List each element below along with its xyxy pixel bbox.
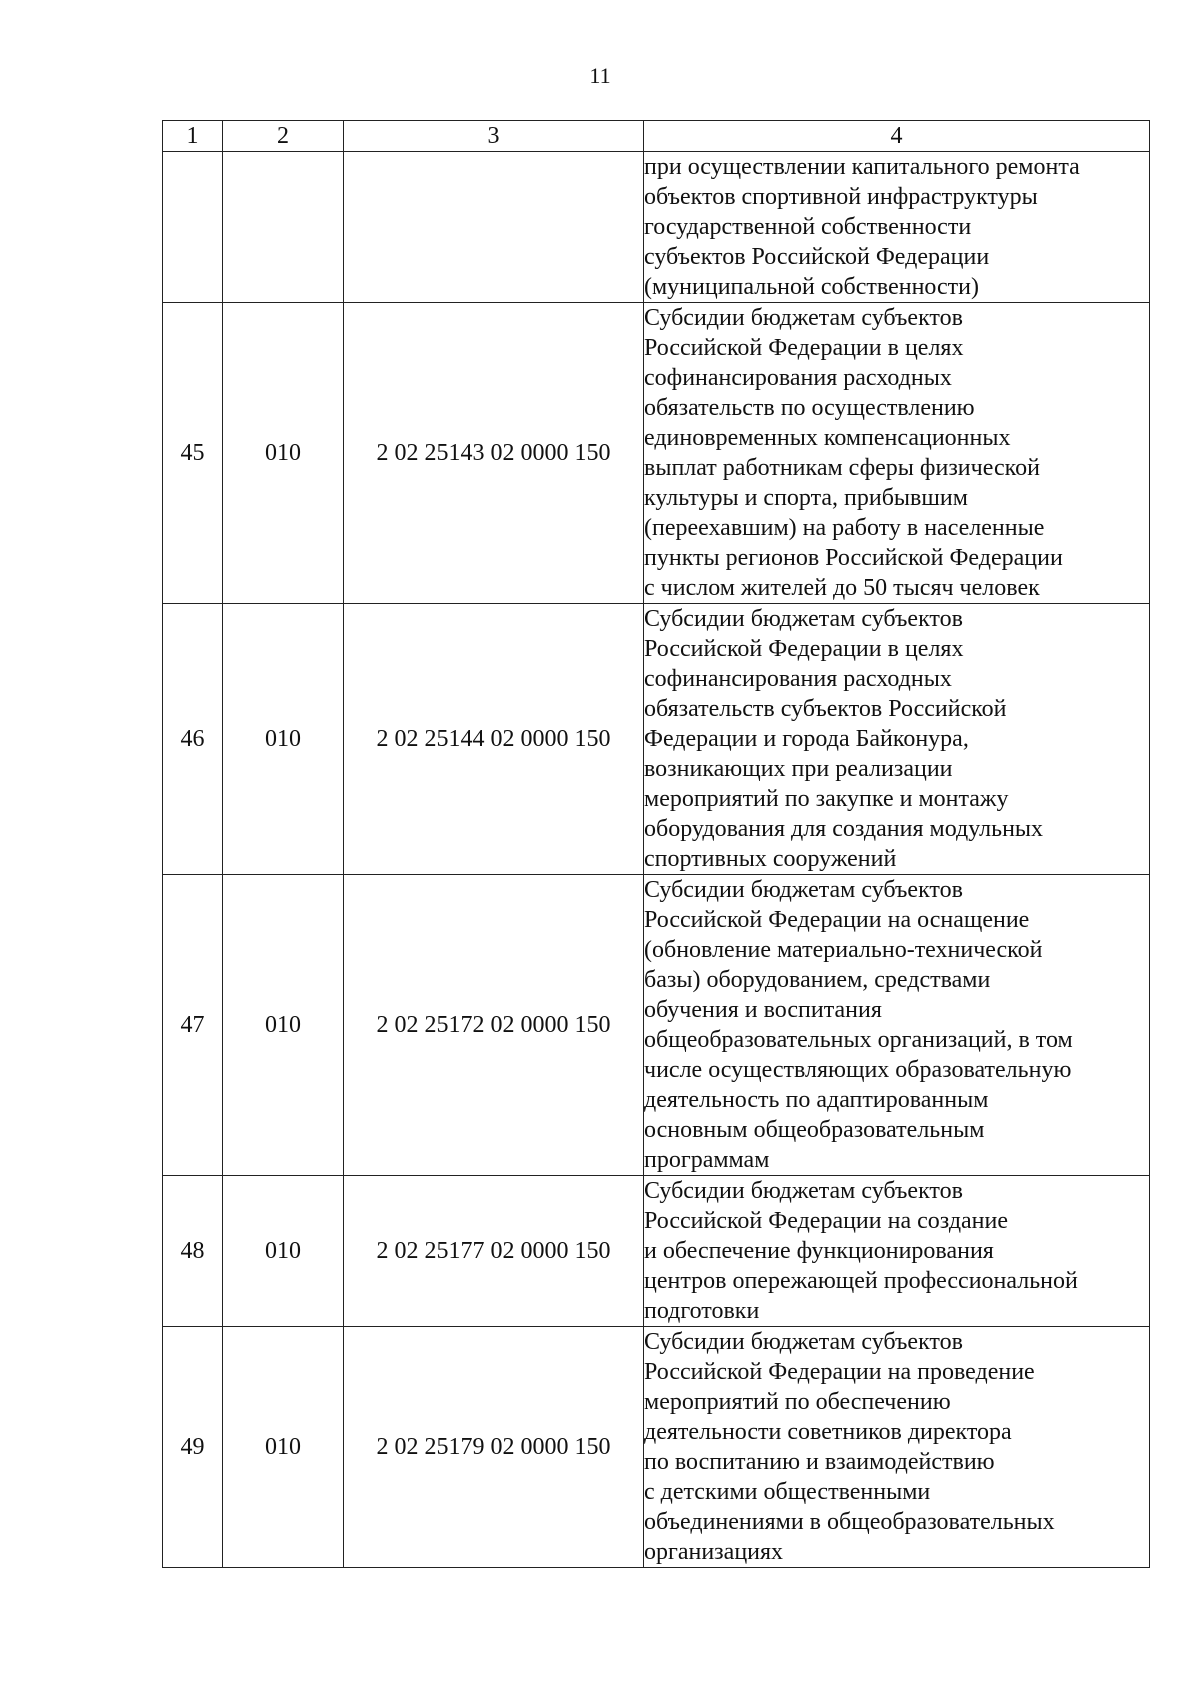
budget-classification-code: 2 02 25179 02 0000 150	[344, 1327, 644, 1568]
admin-code: 010	[223, 1176, 344, 1327]
table-row	[163, 1327, 1150, 1568]
row-number: 47	[163, 875, 223, 1176]
admin-code	[223, 152, 344, 303]
column-header-3: 3	[344, 121, 644, 152]
budget-classification-code	[344, 152, 644, 303]
table-row	[163, 604, 1150, 875]
page-number: 11	[589, 63, 611, 88]
row-number	[163, 152, 223, 303]
admin-code: 010	[223, 303, 344, 604]
revenue-description: Субсидии бюджетам субъектов Российской Федерации на проведение мероприятий по обеспечению деятельности советников директора по воспитанию и взаимодействию с детскими общественными объединениями в общеобразовательных организациях	[644, 1327, 1150, 1568]
budget-classification-code: 2 02 25177 02 0000 150	[344, 1176, 644, 1327]
row-number: 46	[163, 604, 223, 875]
revenue-description: Субсидии бюджетам субъектов Российской Федерации в целях софинансирования расходных обязательств по осуществлению единовременных компенсационных выплат работникам сферы физической культуры и спорта, прибывшим (переехавшим) на работу в населенные пункты регионов Российской Федерации с числом жителей до 50 тысяч человек	[644, 303, 1150, 604]
budget-codes-table	[162, 120, 1150, 1568]
admin-code: 010	[223, 1327, 344, 1568]
budget-classification-code: 2 02 25172 02 0000 150	[344, 875, 644, 1176]
table-row	[163, 152, 1150, 303]
table-header-row	[163, 121, 1150, 152]
column-header-4: 4	[644, 121, 1150, 152]
column-header-1: 1	[163, 121, 223, 152]
table-row	[163, 1176, 1150, 1327]
admin-code: 010	[223, 875, 344, 1176]
row-number: 45	[163, 303, 223, 604]
row-number: 48	[163, 1176, 223, 1327]
budget-classification-code: 2 02 25144 02 0000 150	[344, 604, 644, 875]
admin-code: 010	[223, 604, 344, 875]
row-number: 49	[163, 1327, 223, 1568]
revenue-description: Субсидии бюджетам субъектов Российской Федерации на создание и обеспечение функционирования центров опережающей профессиональной подготовки	[644, 1176, 1150, 1327]
column-header-2: 2	[223, 121, 344, 152]
revenue-description: при осуществлении капитального ремонта объектов спортивной инфраструктуры государственной собственности субъектов Российской Федерации (муниципальной собственности)	[644, 152, 1150, 303]
budget-classification-code: 2 02 25143 02 0000 150	[344, 303, 644, 604]
table-row	[163, 303, 1150, 604]
revenue-description: Субсидии бюджетам субъектов Российской Федерации на оснащение (обновление материально-технической базы) оборудованием, средствами обучения и воспитания общеобразовательных организаций, в том числе осуществляющих образовательную деятельность по адаптированным основным общеобразовательным программам	[644, 875, 1150, 1176]
table-row	[163, 875, 1150, 1176]
revenue-description: Субсидии бюджетам субъектов Российской Федерации в целях софинансирования расходных обязательств субъектов Российской Федерации и города Байконура, возникающих при реализации мероприятий по закупке и монтажу оборудования для создания модульных спортивных сооружений	[644, 604, 1150, 875]
